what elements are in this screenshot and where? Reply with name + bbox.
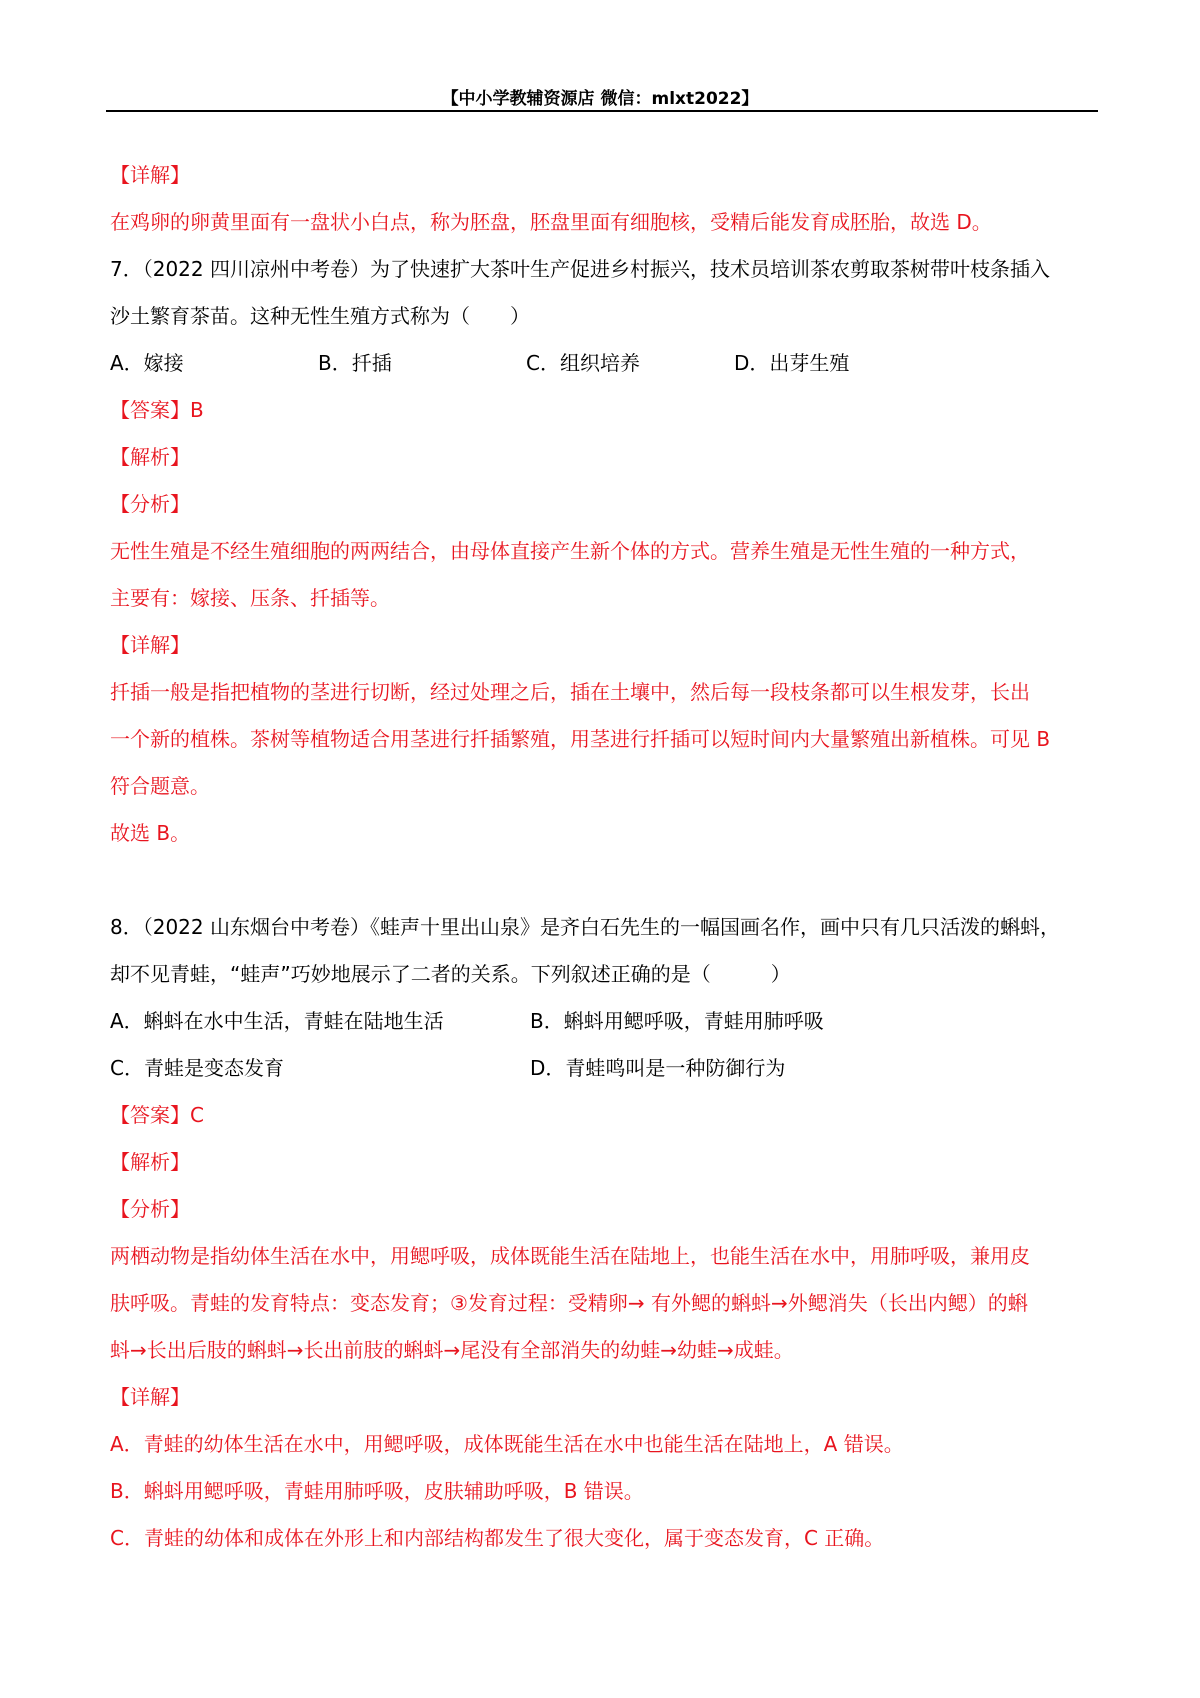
- q8-options-row2: [110, 1045, 1100, 1092]
- document-body: [110, 152, 1100, 1562]
- q8-option-b: B．蝌蚪用鳃呼吸，青蛙用肺呼吸: [530, 1009, 824, 1033]
- q8-stem-line2: 却不见青蛙，“蛙声”巧妙地展示了二者的关系。下列叙述正确的是（ ）: [110, 962, 791, 986]
- q7-fenxi-label: 【分析】: [110, 492, 190, 516]
- q8-answer: 【答案】C: [110, 1103, 204, 1127]
- q8-fenxi-line1: 两栖动物是指幼体生活在水中，用鳃呼吸，成体既能生活在陆地上，也能生活在水中，用肺呼吸，兼用皮: [110, 1244, 1030, 1268]
- q7-stem-line2: 沙土繁育茶苗。这种无性生殖方式称为（ ）: [110, 304, 530, 328]
- q8-fenxi-label: 【分析】: [110, 1197, 190, 1221]
- q6-detail-label: 【详解】: [110, 163, 190, 187]
- q7-fenxi-line1: 无性生殖是不经生殖细胞的两两结合，由母体直接产生新个体的方式。营养生殖是无性生殖的一种方式，: [110, 539, 1030, 563]
- q7-detail-line4: 故选 B。: [110, 821, 191, 845]
- q8-fenxi-line3: 蚪→长出后肢的蝌蚪→长出前肢的蝌蚪→尾没有全部消失的幼蛙→幼蛙→成蛙。: [110, 1338, 794, 1362]
- q8-option-c: C．青蛙是变态发育: [110, 1056, 284, 1080]
- q7-stem-line1: 7．（2022 四川凉州中考卷）为了快速扩大茶叶生产促进乡村振兴，技术员培训茶农剪取茶树带叶枝条插入: [110, 257, 1050, 281]
- page-header: 【中小学教辅资源店 微信：mlxt2022】: [441, 89, 759, 109]
- q7-option-d: D．出芽生殖: [734, 351, 850, 375]
- q7-option-c: C．组织培养: [526, 351, 640, 375]
- q7-detail-line2: 一个新的植株。茶树等植物适合用茎进行扦插繁殖，用茎进行扦插可以短时间内大量繁殖出新植株。可见 B: [110, 727, 1051, 751]
- q7-option-a: A．嫁接: [110, 351, 184, 375]
- q8-option-a: A．蝌蚪在水中生活，青蛙在陆地生活: [110, 1009, 444, 1033]
- q8-options-row1: [110, 998, 1100, 1045]
- question-gap: [110, 857, 1100, 904]
- q8-fenxi-line2: 肤呼吸。青蛙的发育特点：变态发育；③发育过程：受精卵→ 有外鳃的蝌蚪→外鳃消失（长出内鳃）的蝌: [110, 1291, 1028, 1315]
- q8-detail-line3: C．青蛙的幼体和成体在外形上和内部结构都发生了很大变化，属于变态发育，C 正确。: [110, 1526, 885, 1550]
- q7-option-b: B．扦插: [318, 351, 392, 375]
- q8-analysis-label: 【解析】: [110, 1150, 190, 1174]
- q8-detail-line2: B．蝌蚪用鳃呼吸，青蛙用肺呼吸，皮肤辅助呼吸，B 错误。: [110, 1479, 644, 1503]
- q8-stem-line1: 8．（2022 山东烟台中考卷）《蛙声十里出山泉》是齐白石先生的一幅国画名作，画中只有几只活泼的蝌蚪，: [110, 915, 1060, 939]
- q7-detail-line1: 扦插一般是指把植物的茎进行切断，经过处理之后，插在土壤中，然后每一段枝条都可以生根发芽，长出: [110, 680, 1030, 704]
- q7-detail-line3: 符合题意。: [110, 774, 210, 798]
- header-divider: [106, 110, 1098, 112]
- q7-fenxi-line2: 主要有：嫁接、压条、扦插等。: [110, 586, 390, 610]
- q8-detail-label: 【详解】: [110, 1385, 190, 1409]
- q7-detail-label: 【详解】: [110, 633, 190, 657]
- q7-options: [110, 340, 1100, 387]
- q7-answer: 【答案】B: [110, 398, 204, 422]
- q6-detail-text: 在鸡卵的卵黄里面有一盘状小白点，称为胚盘，胚盘里面有细胞核，受精后能发育成胚胎，故选 D。: [110, 210, 992, 234]
- q8-detail-line1: A．青蛙的幼体生活在水中，用鳃呼吸，成体既能生活在水中也能生活在陆地上，A 错误。: [110, 1432, 904, 1456]
- q7-analysis-label: 【解析】: [110, 445, 190, 469]
- q8-option-d: D．青蛙鸣叫是一种防御行为: [530, 1056, 786, 1080]
